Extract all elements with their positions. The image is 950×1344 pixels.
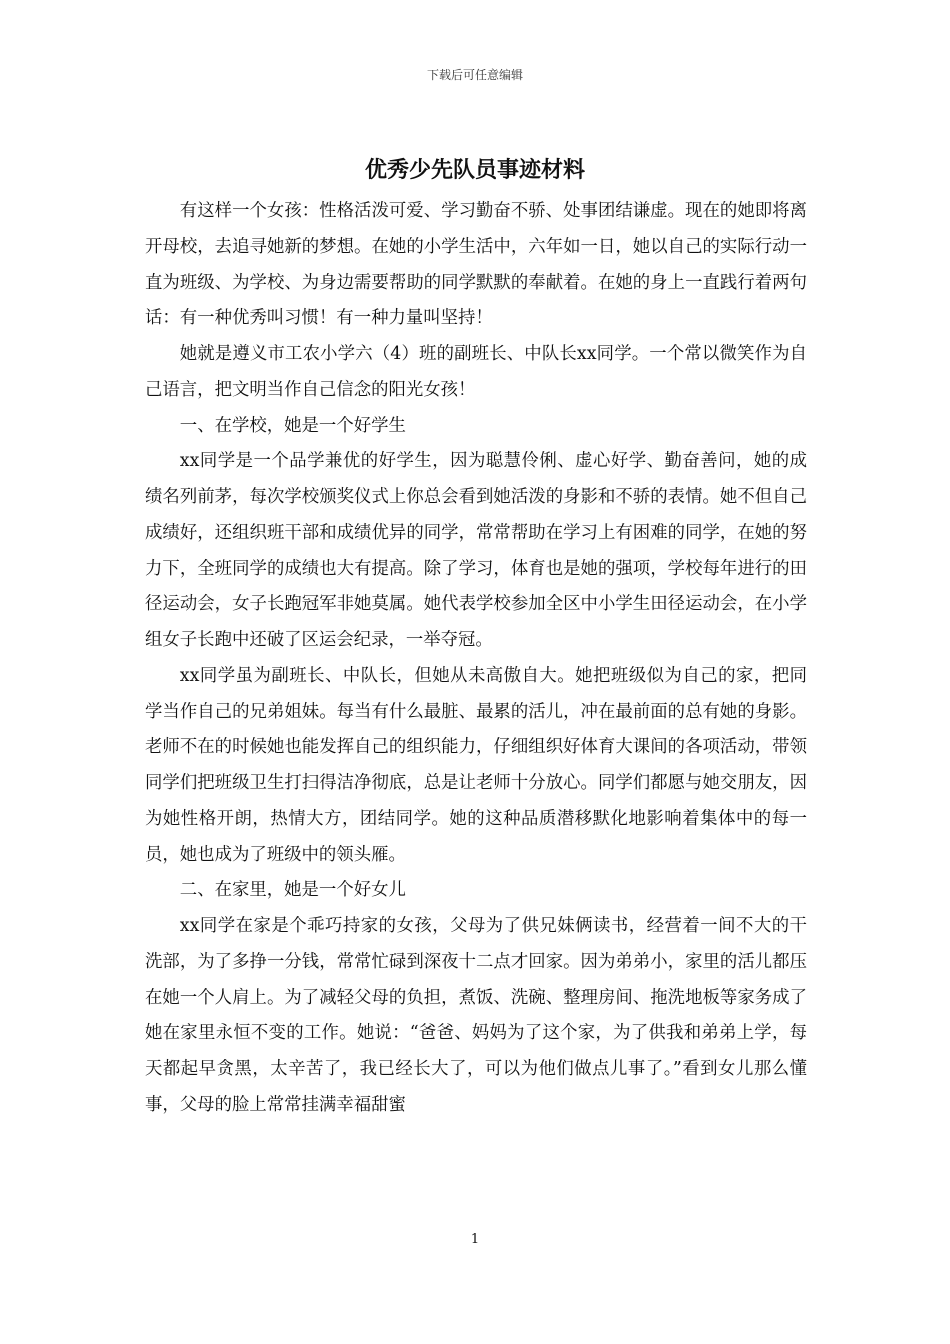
page-number: 1	[470, 1232, 480, 1247]
section-heading-home: 二、在家里，她是一个好女儿	[179, 880, 406, 901]
paragraph-intro: 有这样一个女孩：性格活泼可爱、学习勤奋不骄、处事团结谦虚。现在的她即将离开母校，去追寻她新的梦想。在她的小学生活中，六年如一日，她以自己的实际行动一直为班级、为学校、为身边需要帮助的同学默默的奉献着。在她的身上一直践行着两句话：有一种优秀叫习惯！有一种力量叫坚持！	[145, 201, 807, 329]
paragraph-school-study: xx同学是一个品学兼优的好学生，因为聪慧伶俐、虚心好学、勤奋善问，她的成绩名列前茅，每次学校颁奖仪式上你总会看到她活泼的身影和不骄的表情。她不但自己成绩好，还组织班干部和成绩优异的同学，常常帮助在学习上有困难的同学，在她的努力下，全班同学的成绩也大有提高。除了学习，体育也是她的强项，学校每年进行的田径运动会，女子长跑冠军非她莫属。她代表学校参加全区中小学生田径运动会，在小学组女子长跑中还破了区运会纪录，一举夺冠。	[145, 451, 807, 650]
paragraph-home: xx同学在家是个乖巧持家的女孩，父母为了供兄妹俩读书，经营着一间不大的干洗部，为了多挣一分钱，常常忙碌到深夜十二点才回家。因为弟弟小，家里的活儿都压在她一个人肩上。为了减轻父母的负担，煮饭、洗碗、整理房间、拖洗地板等家务成了她在家里永恒不变的工作。她说：“爸爸、妈妈为了这个家，为了供我和弟弟上学，每天都起早贪黑，太辛苦了，我已经长大了，可以为他们做点儿事了。”看到女儿那么懂事，父母的脸上常常挂满幸福甜蜜	[145, 916, 807, 1115]
paragraph-identity: 她就是遵义市工农小学六（4）班的副班长、中队长xx同学。一个常以微笑作为自己语言，把文明当作自己信念的阳光女孩！	[145, 344, 807, 400]
paragraph-school-leader: xx同学虽为副班长、中队长，但她从未高傲自大。她把班级似为自己的家，把同学当作自己的兄弟姐妹。每当有什么最脏、最累的活儿，冲在最前面的总有她的身影。老师不在的时候她也能发挥自己的组织能力，仔细组织好体育大课间的各项活动，带领同学们把班级卫生打扫得洁净彻底，总是让老师十分放心。同学们都愿与她交朋友，因为她性格开朗，热情大方，团结同学。她的这种品质潜移默化地影响着集体中的每一员，她也成为了班级中的领头雁。	[145, 665, 807, 865]
document-body	[145, 194, 807, 1124]
section-heading-school: 一、在学校，她是一个好学生	[179, 415, 406, 436]
document-title: 优秀少先队员事迹材料	[364, 157, 585, 183]
header-note: 下载后可任意编辑	[426, 68, 523, 82]
